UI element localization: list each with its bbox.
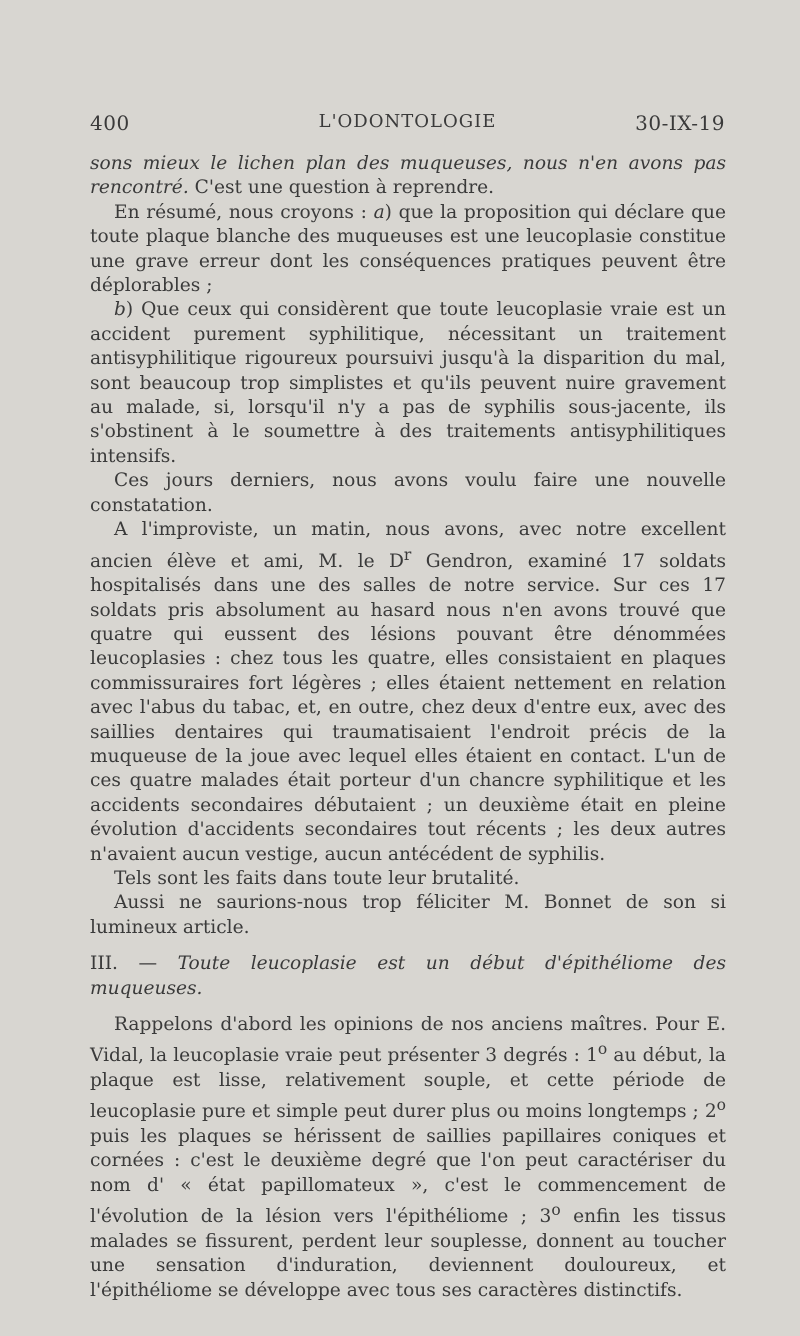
paragraph-text: En résumé, nous croyons :	[114, 201, 374, 223]
journal-title: L'ODONTOLOGIE	[318, 111, 497, 132]
paragraph-text: A l'improviste, un matin, nous avons, avec notre excellent ancien élève et ami, M. le D	[90, 519, 726, 572]
paragraph-7	[90, 891, 726, 940]
section-numeral: III.	[90, 953, 118, 975]
superscript: o	[716, 1096, 726, 1115]
italic-phrase: sons mieux le lichen plan des muqueuses, nous n'en avons pas rencontré.	[90, 153, 726, 199]
paragraph-text: Rappelons d'abord les opinions de nos anciens maîtres. Pour E. Vidal, la leucoplasie vraie peut présenter 3 degrés : 1	[90, 1014, 726, 1067]
paragraph-2	[90, 201, 726, 299]
issue-date: 30-IX-19	[635, 111, 725, 135]
paragraph-4	[90, 469, 726, 518]
paragraph-1	[90, 152, 726, 201]
paragraph-text: ) Que ceux qui considèrent que toute leucoplasie vraie est un accident purement syphilitique, nécessitant un traitement antisyphilitique rigoureux poursuivi jusqu'à la disparition du mal, sont beaucoup trop simplistes et qu'ils peuvent nuire gravement au malade, si, lorsqu'il n'y a pas de syphilis sous-jacente, ils s'obstinent à le soumettre à des traitements antisyphilitiques intensifs.	[90, 299, 726, 467]
paragraph-6	[90, 867, 726, 891]
running-header	[90, 111, 725, 141]
paragraph-text: Aussi ne saurions-nous trop féliciter M. Bonnet de son si lumineux article.	[90, 892, 726, 938]
section-title: Toute leucoplasie est un début d'épithéliome des muqueuses.	[90, 953, 726, 999]
paragraph-text: puis les plaques se hérissent de saillies papillaires coniques et cornées : c'est le deuxième degré que l'on peut caractériser du nom d' « état papillomateux », c'est le commencement de l'évolution de la lésion vers l'épithéliome ; 3	[90, 1126, 726, 1228]
paragraph-text: Tels sont les faits dans toute leur brutalité.	[114, 867, 520, 889]
paragraph-text: enfin les tissus malades se fissurent, perdent leur souplesse, donnent au toucher une sensation d'induration, deviennent douloureux, et l'épithéliome se développe avec tous ses caractères distinctifs.	[90, 1206, 726, 1301]
paragraph-text: Ces jours derniers, nous avons voulu faire une nouvelle constatation.	[90, 470, 726, 516]
superscript: o	[597, 1040, 608, 1059]
body-text	[90, 152, 726, 1303]
section-heading	[90, 952, 726, 1001]
paragraph-text: Gendron, examiné 17 soldats hospitalisés dans une des salles de notre service. Sur ces 17 soldats pris absolument au hasard nous n'en avons trouvé que quatre qui eussent des lésions pouvant être dénommées leucoplasies : chez tous les quatre, elles consistaient en plaques commissuraires fort légères ; elles étaient nettement en relation avec l'abus du tabac, et, en outre, chez deux d'entre eux, avec des saillies dentaires qui traumatisaient l'endroit précis de la muqueuse de la joue avec lequel elles étaient en contact. L'un de ces quatre malades était porteur d'un chancre syphilitique et les accidents secondaires débutaient ; un deuxième était en pleine évolution d'accidents secondaires tout récents ; les deux autres n'avaient aucun vestige, aucun antécédent de syphilis.	[90, 550, 726, 865]
item-letter-a: a	[373, 201, 385, 223]
paragraph-text: ) que la proposition qui déclare que toute plaque blanche des muqueuses est une leucoplasie constitue une grave erreur dont les conséquences pratiques peuvent être déplorables ;	[90, 201, 726, 297]
item-letter-b: b	[114, 299, 126, 321]
paragraph-text: C'est une question à reprendre.	[188, 177, 495, 199]
page-number: 400	[90, 111, 130, 135]
paragraph-5	[90, 518, 726, 867]
paragraph-text: au début, la plaque est lisse, relativement souple, et cette période de leucoplasie pure et simple peut durer plus ou moins longtemps ; 2	[90, 1045, 726, 1123]
section-dash: —	[117, 953, 178, 975]
superscript: r	[403, 545, 412, 564]
superscript: o	[551, 1201, 561, 1220]
paragraph-3	[90, 298, 726, 469]
paragraph-8	[90, 1013, 726, 1303]
